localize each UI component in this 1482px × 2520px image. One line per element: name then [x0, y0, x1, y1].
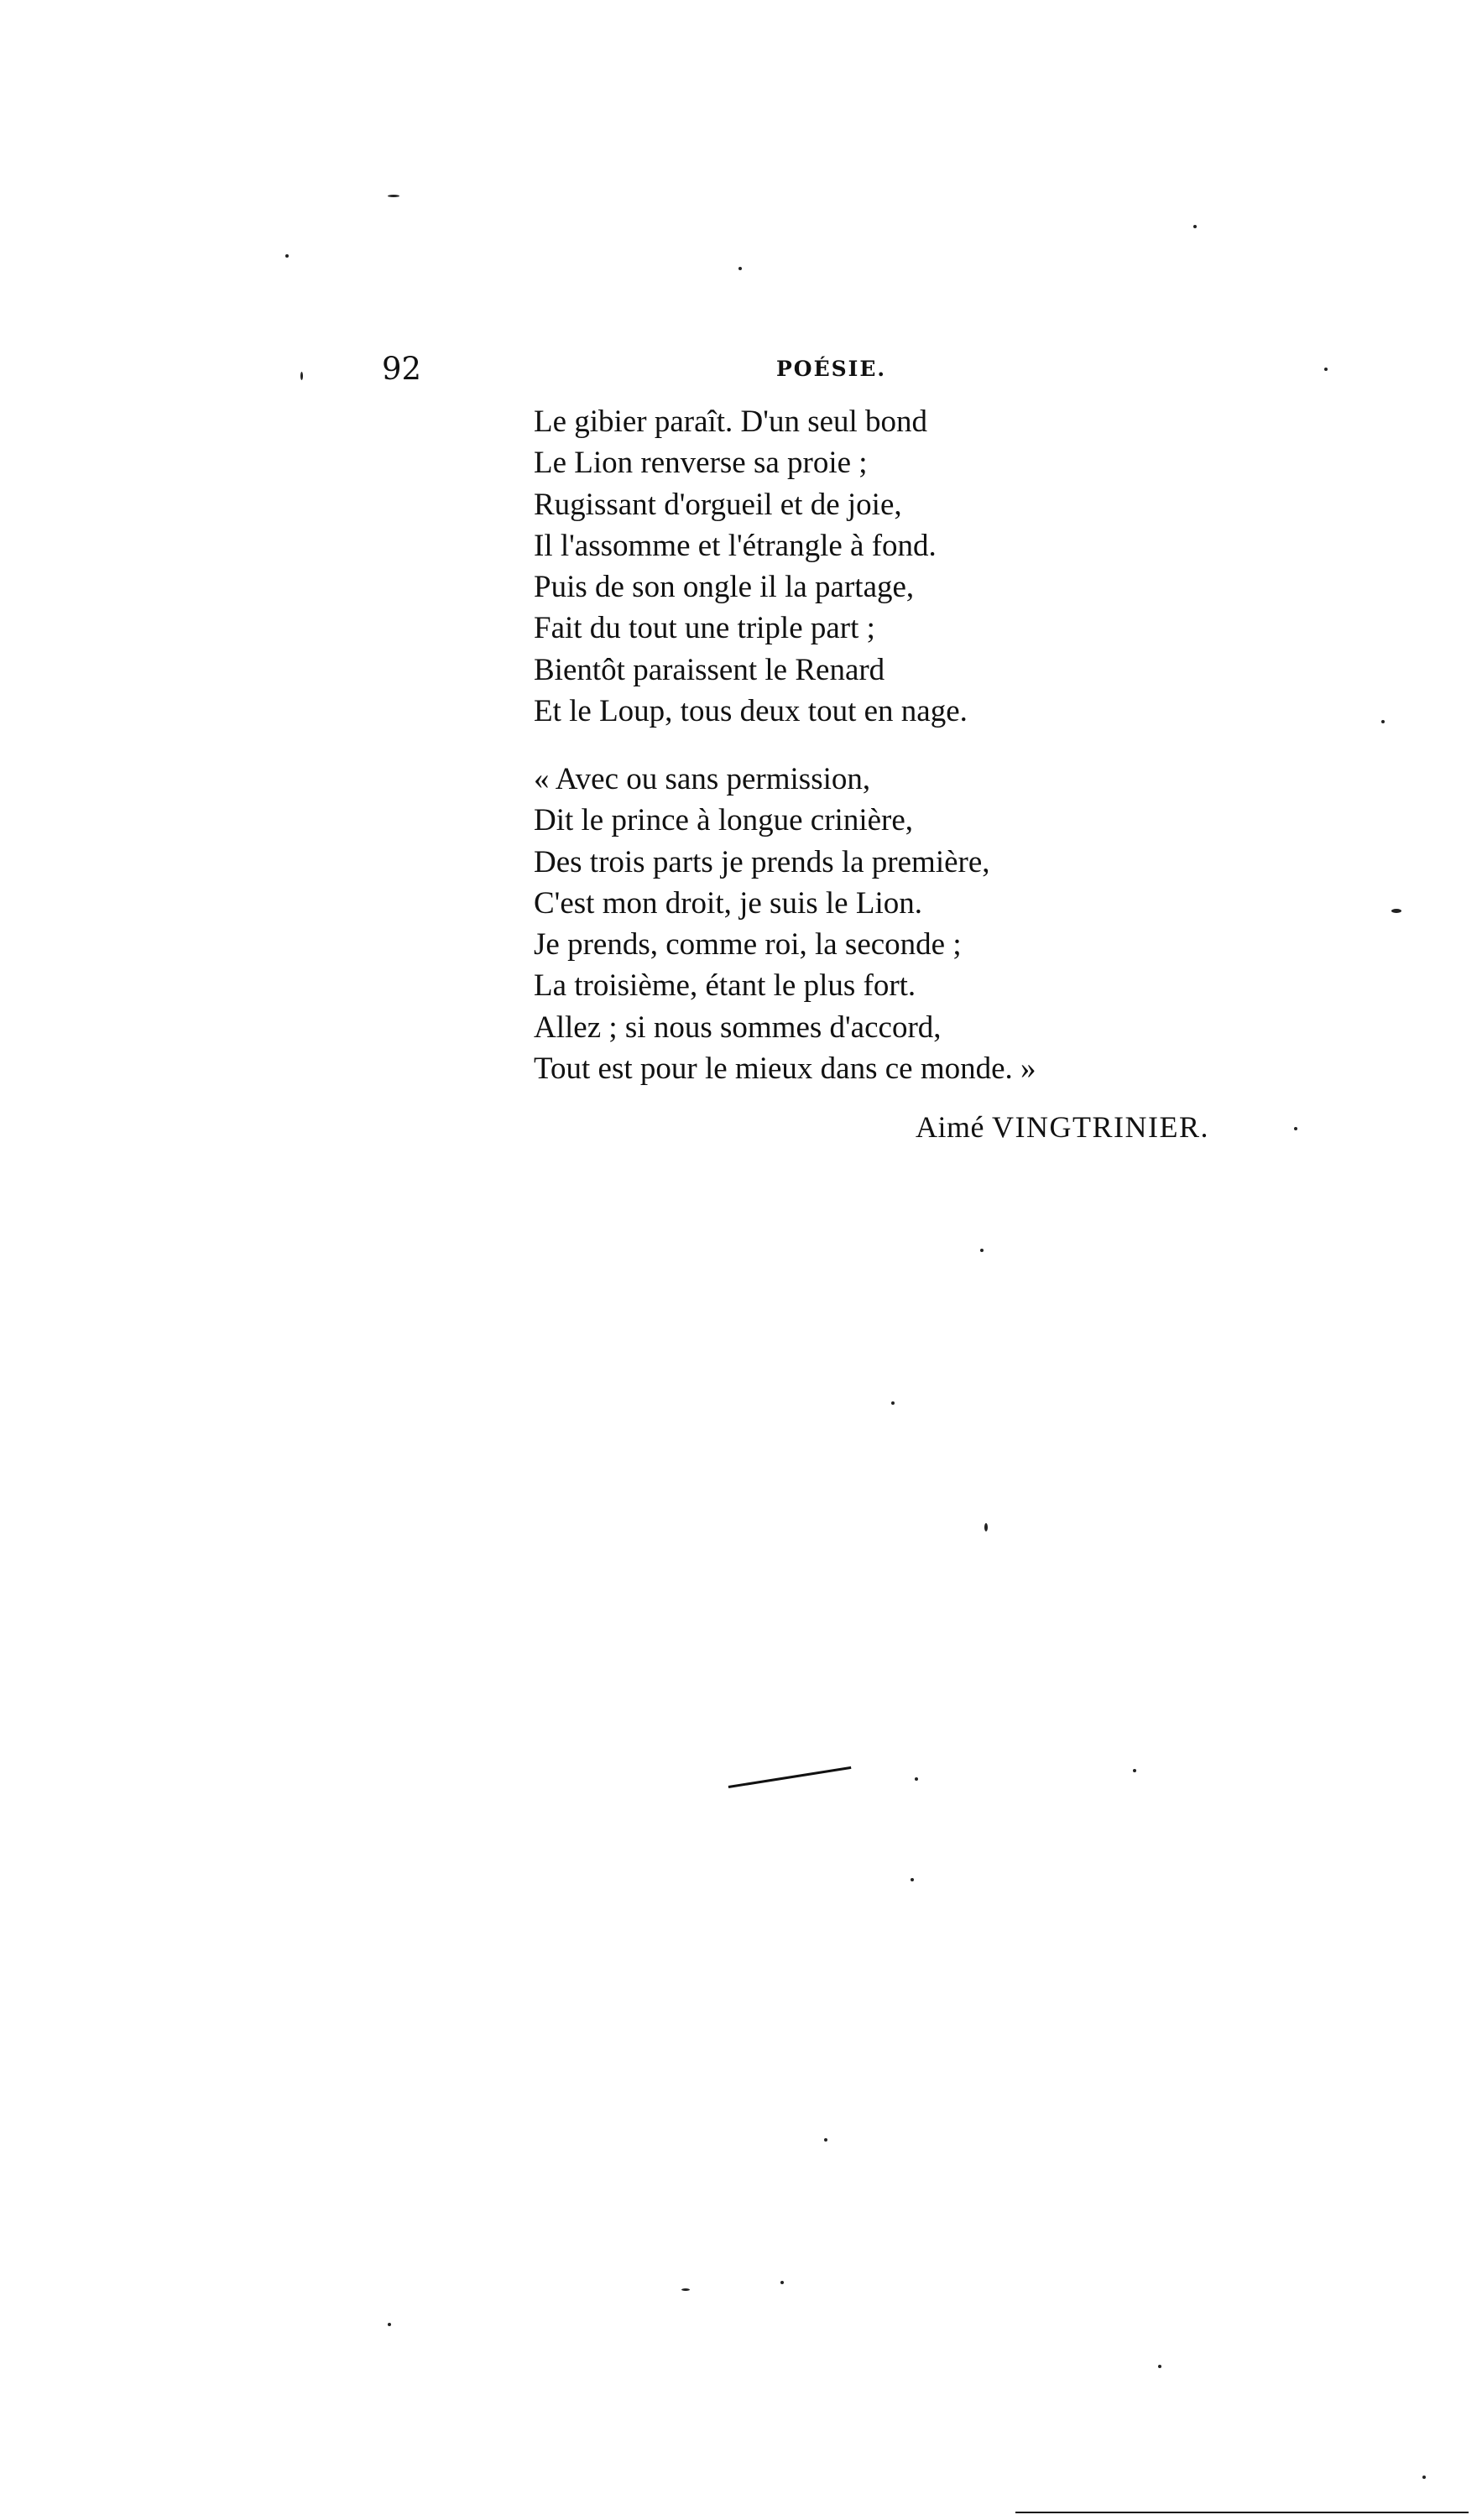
verse-line: C'est mon droit, je suis le Lion.: [534, 885, 922, 921]
scan-speck: [984, 1523, 988, 1531]
verse-line: Puis de son ongle il la partage,: [534, 570, 915, 605]
verse-line: Il l'assomme et l'étrangle à fond.: [534, 528, 937, 563]
verse-line: Rugissant d'orgueil et de joie,: [534, 487, 902, 522]
scan-speck: [285, 254, 289, 258]
verse-line: Je prends, comme roi, la seconde ;: [534, 927, 962, 963]
scan-speck: [1391, 909, 1401, 913]
scan-speck: [388, 2323, 391, 2326]
scan-speck: [1381, 720, 1385, 723]
scan-speck: [891, 1401, 895, 1405]
signature: [916, 1109, 1209, 1145]
verse-line: Et le Loup, tous deux tout en nage.: [534, 694, 968, 729]
scan-speck: [1158, 2365, 1161, 2368]
verse-line: Le gibier paraît. D'un seul bond: [534, 404, 928, 439]
verse-line: Des trois parts je prends la première,: [534, 844, 990, 879]
scan-speck: [300, 372, 303, 380]
scan-speck: [681, 2288, 690, 2291]
running-head: POÉSIE.: [776, 357, 887, 381]
scan-speck: [780, 2281, 784, 2284]
scan-speck: [1422, 2476, 1426, 2479]
verse-line: « Avec ou sans permission,: [534, 762, 871, 796]
stanza-1: [534, 401, 968, 732]
scan-speck: [980, 1249, 984, 1252]
scan-speck: [911, 1878, 914, 1881]
signature-last-name: VINGTRINIER.: [992, 1110, 1209, 1144]
page-number: 92: [382, 351, 422, 387]
verse-line: Allez ; si nous sommes d'accord,: [534, 1010, 942, 1045]
scan-stroke: [728, 1766, 852, 1788]
scan-speck: [738, 267, 742, 270]
scan-speck: [1324, 368, 1328, 371]
signature-first-name: Aimé: [916, 1110, 985, 1144]
scan-speck: [915, 1777, 918, 1781]
scan-speck: [824, 2138, 827, 2142]
scan-edge-line: [1015, 2512, 1469, 2513]
verse-line: Tout est pour le mieux dans ce monde. »: [534, 1051, 1036, 1087]
verse-line: Le Lion renverse sa proie ;: [534, 446, 868, 481]
verse-line: Dit le prince à longue crinière,: [534, 803, 914, 838]
scan-speck: [388, 195, 399, 197]
scan-speck: [1193, 225, 1197, 228]
scan-speck: [1294, 1127, 1297, 1130]
verse-line: Bientôt paraissent le Renard: [534, 652, 885, 687]
stanza-2: [534, 759, 1036, 1089]
scan-speck: [1133, 1769, 1136, 1772]
verse-line: Fait du tout une triple part ;: [534, 611, 875, 646]
verse-line: La troisième, étant le plus fort.: [534, 968, 916, 1004]
